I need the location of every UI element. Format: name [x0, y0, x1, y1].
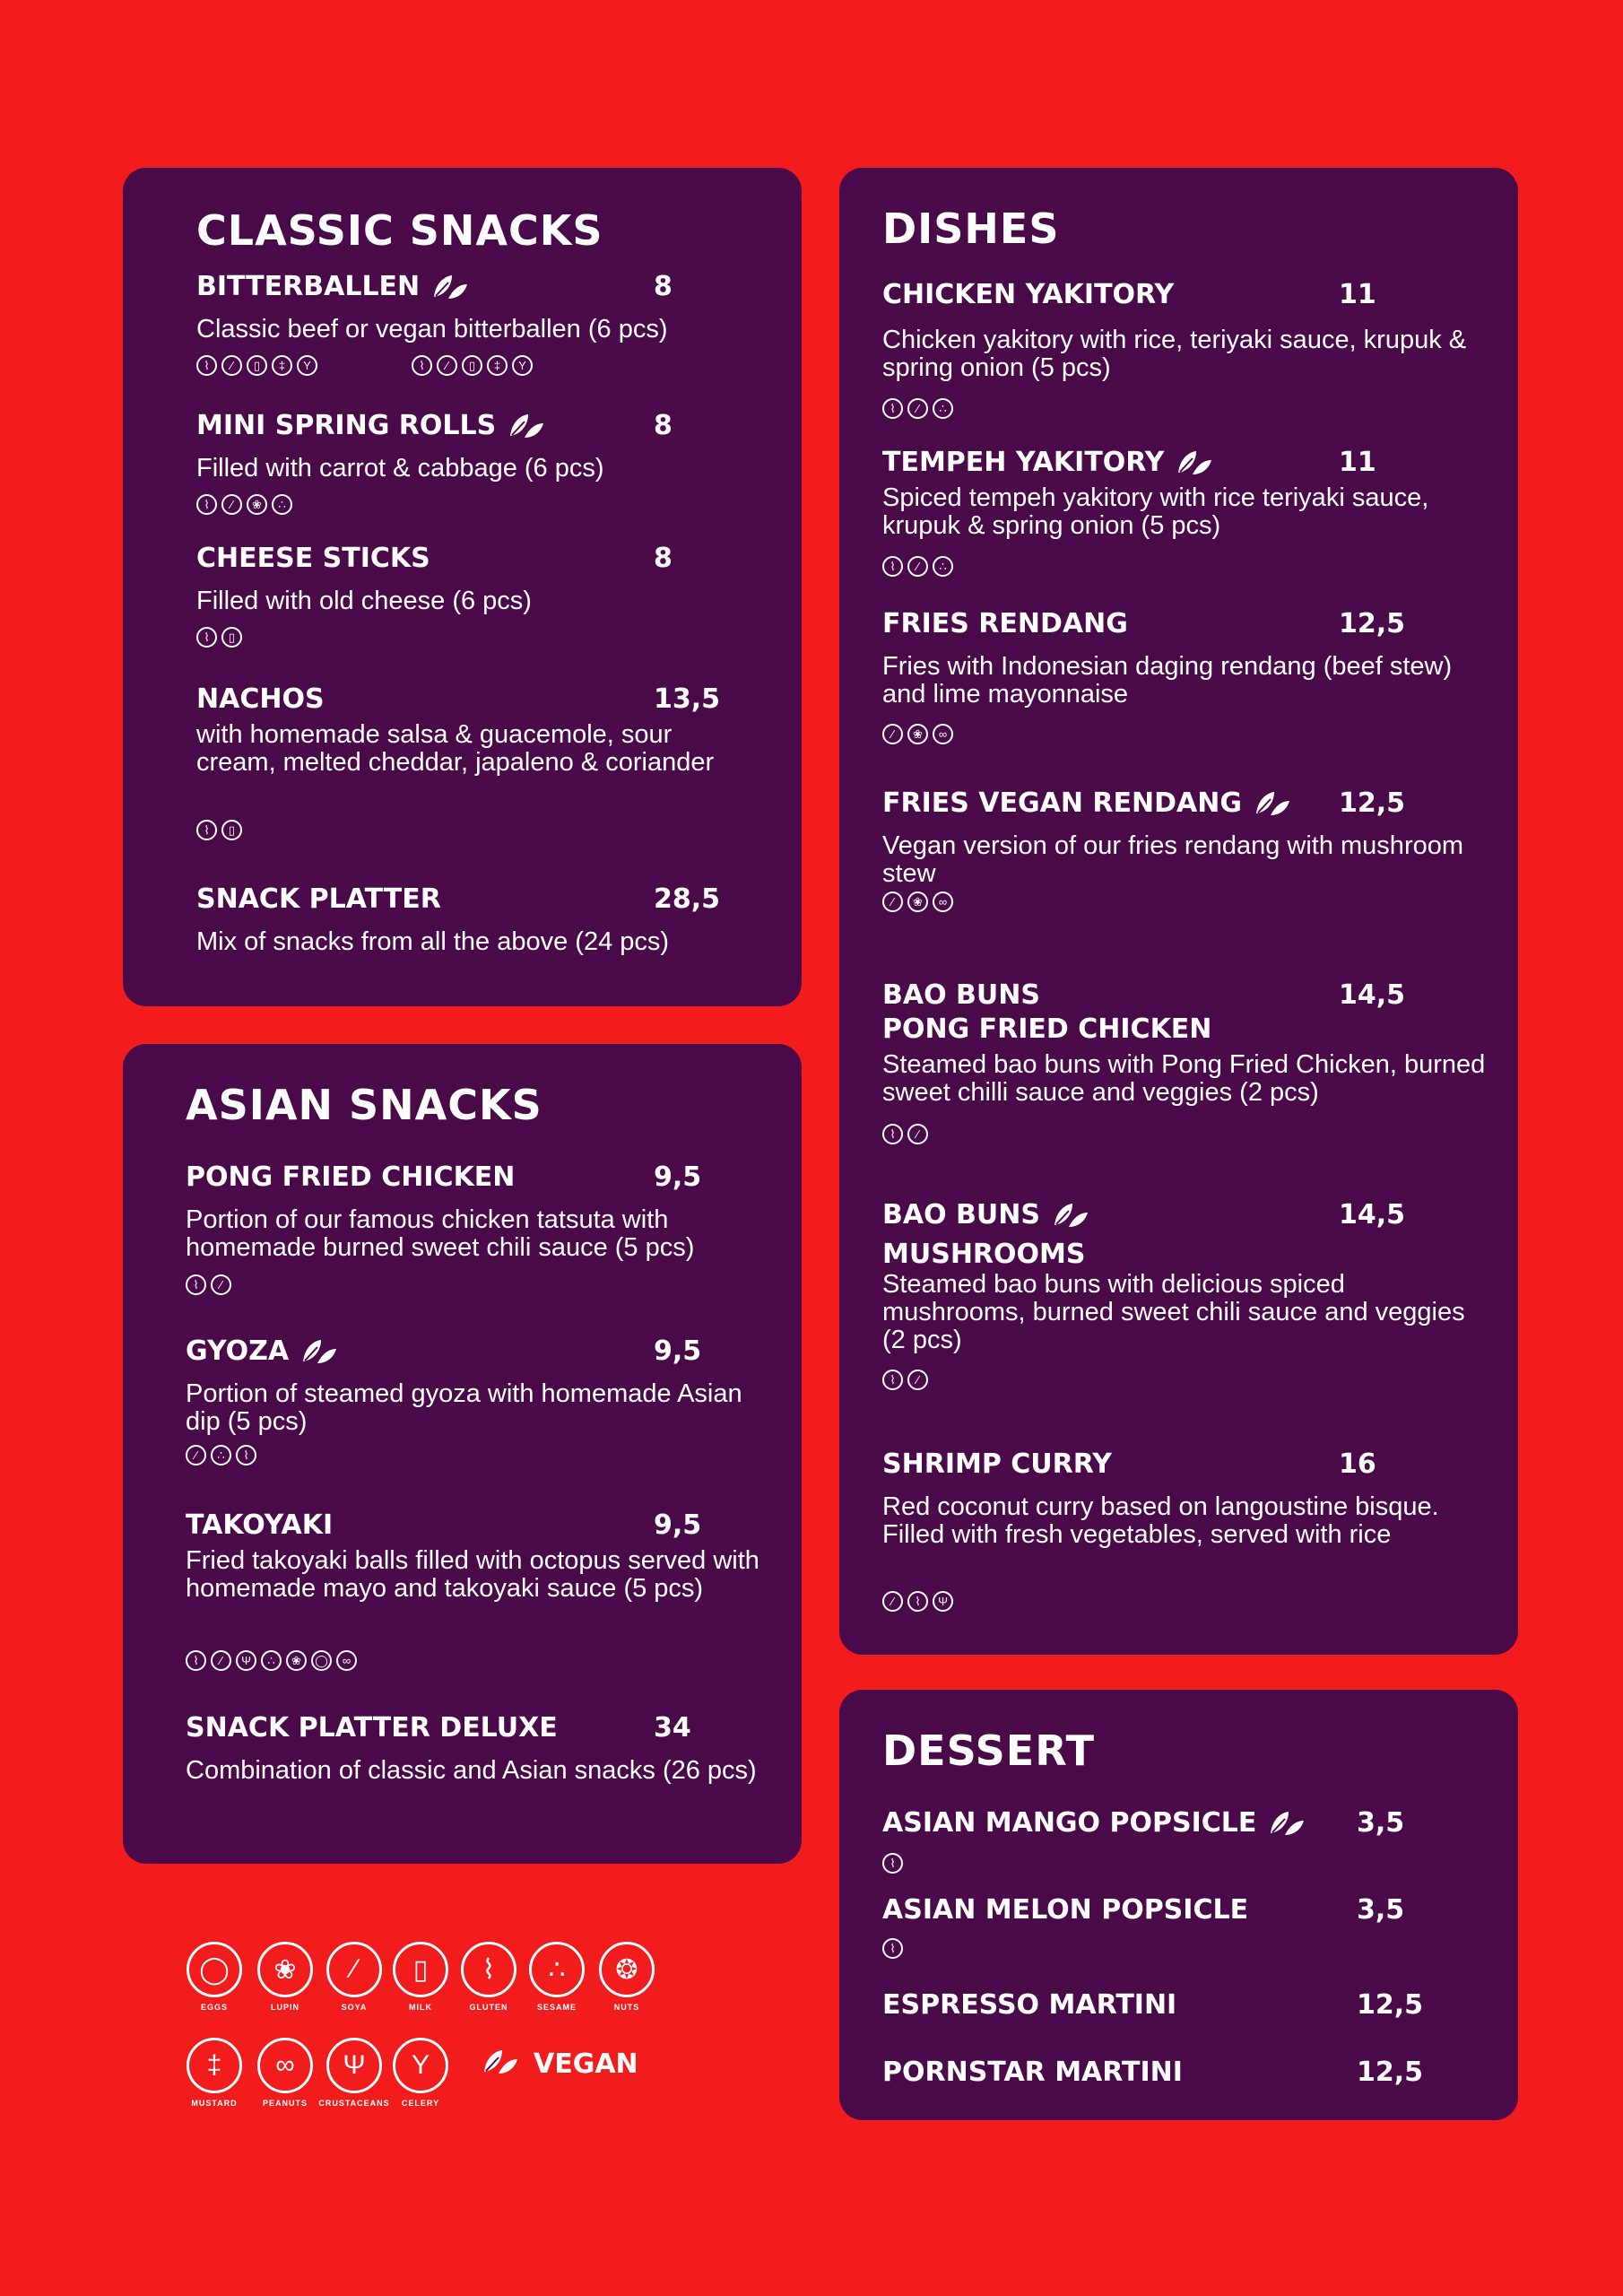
gluten-icon: ⌇ [882, 1938, 903, 1959]
classic-snacks-title: CLASSIC SNACKS [196, 206, 603, 255]
menu-item-description: Chicken yakitory with rice, teriyaki sauce, krupuk & spring onion (5 pcs) [882, 326, 1467, 382]
menu-item [186, 1711, 795, 1785]
allergen-icons [186, 1650, 357, 1671]
crustaceans-icon: Ψ [326, 2038, 382, 2093]
menu-item-name [882, 1806, 1305, 1846]
menu-item-price: 12,5 [1357, 1989, 1424, 2021]
crustaceans-icon: Ψ [236, 1650, 256, 1671]
allergen-icons [186, 1274, 231, 1295]
menu-item-price: 12,5 [1339, 787, 1406, 819]
dessert-panel [839, 1690, 1518, 2120]
menu-item [186, 1335, 795, 1462]
soya-icon: ∕ [437, 355, 457, 376]
menu-item [196, 409, 806, 511]
menu-item [196, 270, 806, 372]
allergen-icons [882, 1370, 928, 1390]
menu-item-name-text: SNACK PLATTER [196, 883, 441, 915]
allergen-icons [186, 1445, 256, 1465]
menu-item-name [186, 1335, 337, 1374]
menu-item-name-text: ASIAN MANGO POPSICLE [882, 1807, 1257, 1839]
milk-icon: ▯ [393, 1942, 448, 1997]
vegan-leaf-icon [1053, 1202, 1089, 1238]
vegan-leaf-icon [301, 1338, 337, 1374]
gluten-icon: ⌇ [196, 355, 217, 376]
asian-snacks-title: ASIAN SNACKS [186, 1081, 542, 1129]
soya-icon: ∕ [882, 891, 903, 912]
peanuts-icon: ∞ [336, 1650, 357, 1671]
allergen-icons [882, 891, 953, 912]
allergen-icons [882, 1853, 903, 1874]
menu-item-name-line2: PONG FRIED CHICKEN [882, 1013, 1212, 1045]
menu-item-description: Fried takoyaki balls filled with octopus served with homemade mayo and takoyaki sauce (5 pcs) [186, 1546, 759, 1603]
sesame-icon: ∴ [933, 398, 953, 419]
nuts-icon: ❂ [599, 1942, 655, 1997]
menu-item-price: 34 [654, 1712, 691, 1744]
menu-item-name [196, 683, 325, 717]
soya-icon: ∕ [326, 1942, 382, 1997]
menu-item-price: 8 [654, 410, 673, 441]
dishes-title: DISHES [882, 204, 1060, 253]
menu-item-description: Portion of our famous chicken tatsuta with homemade burned sweet chili sauce (5 pcs) [186, 1205, 695, 1262]
menu-item [882, 278, 1492, 415]
vegan-leaf-icon [1176, 449, 1212, 485]
gluten-icon: ⌇ [882, 1370, 903, 1390]
lupin-icon: ❀ [907, 891, 928, 912]
menu-item-name-text: FRIES RENDANG [882, 608, 1128, 639]
mustard-icon: ‡ [487, 355, 508, 376]
menu-item-name [186, 1509, 333, 1543]
gluten-icon: ⌇ [461, 1942, 516, 1997]
menu-item [196, 883, 806, 956]
sesame-icon: ∴ [272, 494, 292, 515]
peanuts-icon: ∞ [933, 891, 953, 912]
menu-item-name-text: GYOZA [186, 1335, 290, 1367]
menu-item [882, 607, 1492, 741]
menu-item-price: 12,5 [1339, 608, 1406, 639]
menu-item-name [882, 607, 1128, 641]
menu-item-price: 16 [1339, 1448, 1376, 1480]
menu-item-description: Filled with carrot & cabbage (6 pcs) [196, 454, 604, 483]
gluten-icon: ⌇ [882, 1853, 903, 1874]
menu-item-name [882, 787, 1290, 826]
gluten-icon: ⌇ [882, 398, 903, 419]
soya-icon: ∕ [211, 1274, 231, 1295]
legend-label: CRUSTACEANS [318, 2099, 390, 2108]
milk-icon: ▯ [462, 355, 482, 376]
menu-item-description: Portion of steamed gyoza with homemade Asian dip (5 pcs) [186, 1379, 742, 1436]
allergen-icons [196, 627, 242, 648]
menu-item-description: Mix of snacks from all the above (24 pcs) [196, 927, 670, 956]
menu-item-description: Vegan version of our fries rendang with mushroom stew [882, 831, 1464, 888]
menu-item-price: 12,5 [1357, 2057, 1424, 2088]
menu-item-name-text: CHEESE STICKS [196, 543, 430, 574]
gluten-icon: ⌇ [236, 1445, 256, 1465]
menu-item-name-text: CHICKEN YAKITORY [882, 279, 1175, 310]
menu-item-name-text: ASIAN MELON POPSICLE [882, 1894, 1249, 1926]
menu-item-name [196, 409, 544, 448]
menu-item-name [882, 1198, 1089, 1272]
menu-item-price: 14,5 [1339, 979, 1406, 1011]
menu-item [196, 683, 806, 837]
menu-item-name [882, 1988, 1176, 2022]
menu-item-name [196, 270, 468, 309]
vegan-leaf-icon [1254, 790, 1290, 826]
gluten-icon: ⌇ [186, 1274, 206, 1295]
menu-item-name [882, 278, 1174, 312]
sesame-icon: ∴ [211, 1445, 231, 1465]
menu-item [882, 1806, 1492, 1870]
menu-item-name-text: BAO BUNS [882, 979, 1040, 1011]
mustard-icon: ‡ [272, 355, 292, 376]
menu-item-name-text: NACHOS [196, 683, 325, 715]
soya-icon: ∕ [907, 556, 928, 577]
dishes-panel [839, 168, 1518, 1655]
milk-icon: ▯ [247, 355, 267, 376]
menu-item-name-text: SNACK PLATTER DELUXE [186, 1712, 558, 1744]
menu-item-name [882, 2056, 1183, 2090]
gluten-icon: ⌇ [907, 1591, 928, 1612]
celery-icon: Υ [512, 355, 533, 376]
menu-item-price: 9,5 [654, 1509, 702, 1541]
peanuts-icon: ∞ [257, 2038, 313, 2093]
legend-label: SOYA [341, 2003, 368, 2012]
celery-icon: Υ [297, 355, 317, 376]
menu-item [186, 1509, 795, 1667]
menu-item-description: Steamed bao buns with delicious spiced mushrooms, burned sweet chili sauce and veggies (2 pcs) [882, 1270, 1465, 1354]
eggs-icon: ◯ [311, 1650, 332, 1671]
sesame-icon: ∴ [933, 556, 953, 577]
soya-icon: ∕ [211, 1650, 231, 1671]
menu-item-price: 11 [1339, 279, 1376, 310]
vegan-leaf-icon [508, 413, 544, 448]
menu-item-price: 3,5 [1357, 1807, 1405, 1839]
menu-item-price: 14,5 [1339, 1199, 1406, 1231]
menu-item-name-line2: MUSHROOMS [882, 1239, 1086, 1270]
legend-label: LUPIN [271, 2003, 299, 2012]
menu-item-name-text: MINI SPRING ROLLS [196, 410, 497, 441]
milk-icon: ▯ [221, 627, 242, 648]
menu-item-name [186, 1161, 515, 1195]
peanuts-icon: ∞ [933, 724, 953, 744]
allergen-icons [196, 494, 292, 515]
menu-item-name [196, 542, 430, 576]
classic-snacks-panel [123, 168, 802, 1006]
allergen-icons [882, 1938, 903, 1959]
soya-icon: ∕ [882, 1591, 903, 1612]
lupin-icon: ❀ [247, 494, 267, 515]
menu-item-name [882, 1893, 1248, 1927]
gluten-icon: ⌇ [882, 556, 903, 577]
menu-item-name [882, 1448, 1112, 1482]
menu-item-name-text: TAKOYAKI [186, 1509, 334, 1541]
allergen-icons [196, 355, 533, 376]
celery-icon: Υ [393, 2038, 448, 2093]
menu-item-name-text: FRIES VEGAN RENDANG [882, 787, 1242, 819]
menu-item-description: Combination of classic and Asian snacks (26 pcs) [186, 1756, 757, 1785]
menu-item-name-text: TEMPEH YAKITORY [882, 447, 1165, 478]
lupin-icon: ❀ [257, 1942, 313, 1997]
soya-icon: ∕ [907, 1124, 928, 1144]
vegan-leaf-icon [432, 274, 468, 309]
menu-item-description: Fries with Indonesian daging rendang (beef stew) and lime mayonnaise [882, 652, 1453, 709]
menu-item-price: 9,5 [654, 1335, 702, 1367]
eggs-icon: ◯ [187, 1942, 242, 1997]
menu-item [196, 542, 806, 644]
menu-item-name-text: PONG FRIED CHICKEN [186, 1161, 516, 1193]
menu-item-name-text: ESPRESSO MARTINI [882, 1989, 1177, 2021]
asian-snacks-panel [123, 1044, 802, 1864]
menu-item-name-text: BITTERBALLEN [196, 271, 421, 302]
soya-icon: ∕ [221, 355, 242, 376]
milk-icon: ▯ [221, 820, 242, 840]
crustaceans-icon: Ψ [933, 1591, 953, 1612]
gluten-icon: ⌇ [186, 1650, 206, 1671]
menu-item-name-text: SHRIMP CURRY [882, 1448, 1112, 1480]
menu-item-description: Filled with old cheese (6 pcs) [196, 587, 532, 615]
allergen-icons [882, 724, 953, 744]
soya-icon: ∕ [907, 398, 928, 419]
vegan-leaf-icon [1269, 1810, 1305, 1846]
soya-icon: ∕ [882, 724, 903, 744]
menu-item [186, 1161, 795, 1292]
vegan-leaf-icon [482, 2048, 518, 2080]
legend-label: NUTS [613, 2003, 640, 2012]
menu-item-name [186, 1711, 558, 1745]
gluten-icon: ⌇ [882, 1124, 903, 1144]
menu-item [882, 1448, 1492, 1608]
menu-item-description: Spiced tempeh yakitory with rice teriyaki sauce, krupuk & spring onion (5 pcs) [882, 483, 1429, 540]
menu-item-price: 28,5 [654, 883, 721, 915]
menu-item-name-text: BAO BUNS [882, 1199, 1040, 1231]
menu-item-price: 11 [1339, 447, 1376, 478]
legend-label: PEANUTS [262, 2099, 308, 2108]
legend-label: CELERY [401, 2099, 440, 2108]
menu-item [882, 978, 1492, 1141]
legend-label: MUSTARD [191, 2099, 238, 2108]
soya-icon: ∕ [221, 494, 242, 515]
legend-label: MILK [409, 2003, 432, 2012]
menu-item [882, 787, 1492, 909]
allergen-icons [882, 1591, 953, 1612]
allergen-icons [882, 398, 953, 419]
sesame-icon: ∴ [529, 1942, 585, 1997]
menu-item-description: with homemade salsa & guacemole, sour cream, melted cheddar, japaleno & coriander [196, 720, 715, 777]
menu-item-name [196, 883, 441, 917]
mustard-icon: ‡ [187, 2038, 242, 2093]
menu-item-price: 8 [654, 271, 673, 302]
legend-label: GLUTEN [469, 2003, 508, 2012]
menu-item-price: 9,5 [654, 1161, 702, 1193]
soya-icon: ∕ [186, 1445, 206, 1465]
vegan-legend-label: VEGAN [534, 2048, 638, 2080]
soya-icon: ∕ [907, 1370, 928, 1390]
menu-item-price: 13,5 [654, 683, 721, 715]
gluten-icon: ⌇ [412, 355, 432, 376]
menu-item [882, 1198, 1492, 1387]
menu-item [882, 1988, 1492, 2021]
dessert-title: DESSERT [882, 1726, 1095, 1775]
allergen-icons [882, 1124, 928, 1144]
gluten-icon: ⌇ [196, 820, 217, 840]
gluten-icon: ⌇ [196, 494, 217, 515]
menu-item-price: 8 [654, 543, 673, 574]
menu-item [882, 2056, 1492, 2088]
lupin-icon: ❀ [286, 1650, 307, 1671]
menu-item [882, 446, 1492, 573]
menu-item-description: Steamed bao buns with Pong Fried Chicken, burned sweet chilli sauce and veggies (2 pcs) [882, 1050, 1486, 1107]
menu-item-name [882, 446, 1212, 485]
allergen-icons [196, 820, 242, 840]
menu-item [882, 1893, 1492, 1955]
menu-item-price: 3,5 [1357, 1894, 1405, 1926]
menu-item-description: Classic beef or vegan bitterballen (6 pcs) [196, 315, 668, 344]
gluten-icon: ⌇ [196, 627, 217, 648]
legend-label: SESAME [536, 2003, 577, 2012]
menu-item-description: Red coconut curry based on langoustine bisque. Filled with fresh vegetables, served with rice [882, 1492, 1439, 1549]
lupin-icon: ❀ [907, 724, 928, 744]
menu-item-name-text: PORNSTAR MARTINI [882, 2057, 1183, 2088]
allergen-icons [882, 556, 953, 577]
sesame-icon: ∴ [261, 1650, 282, 1671]
menu-item-name [882, 978, 1211, 1047]
legend-label: EGGS [200, 2003, 228, 2012]
